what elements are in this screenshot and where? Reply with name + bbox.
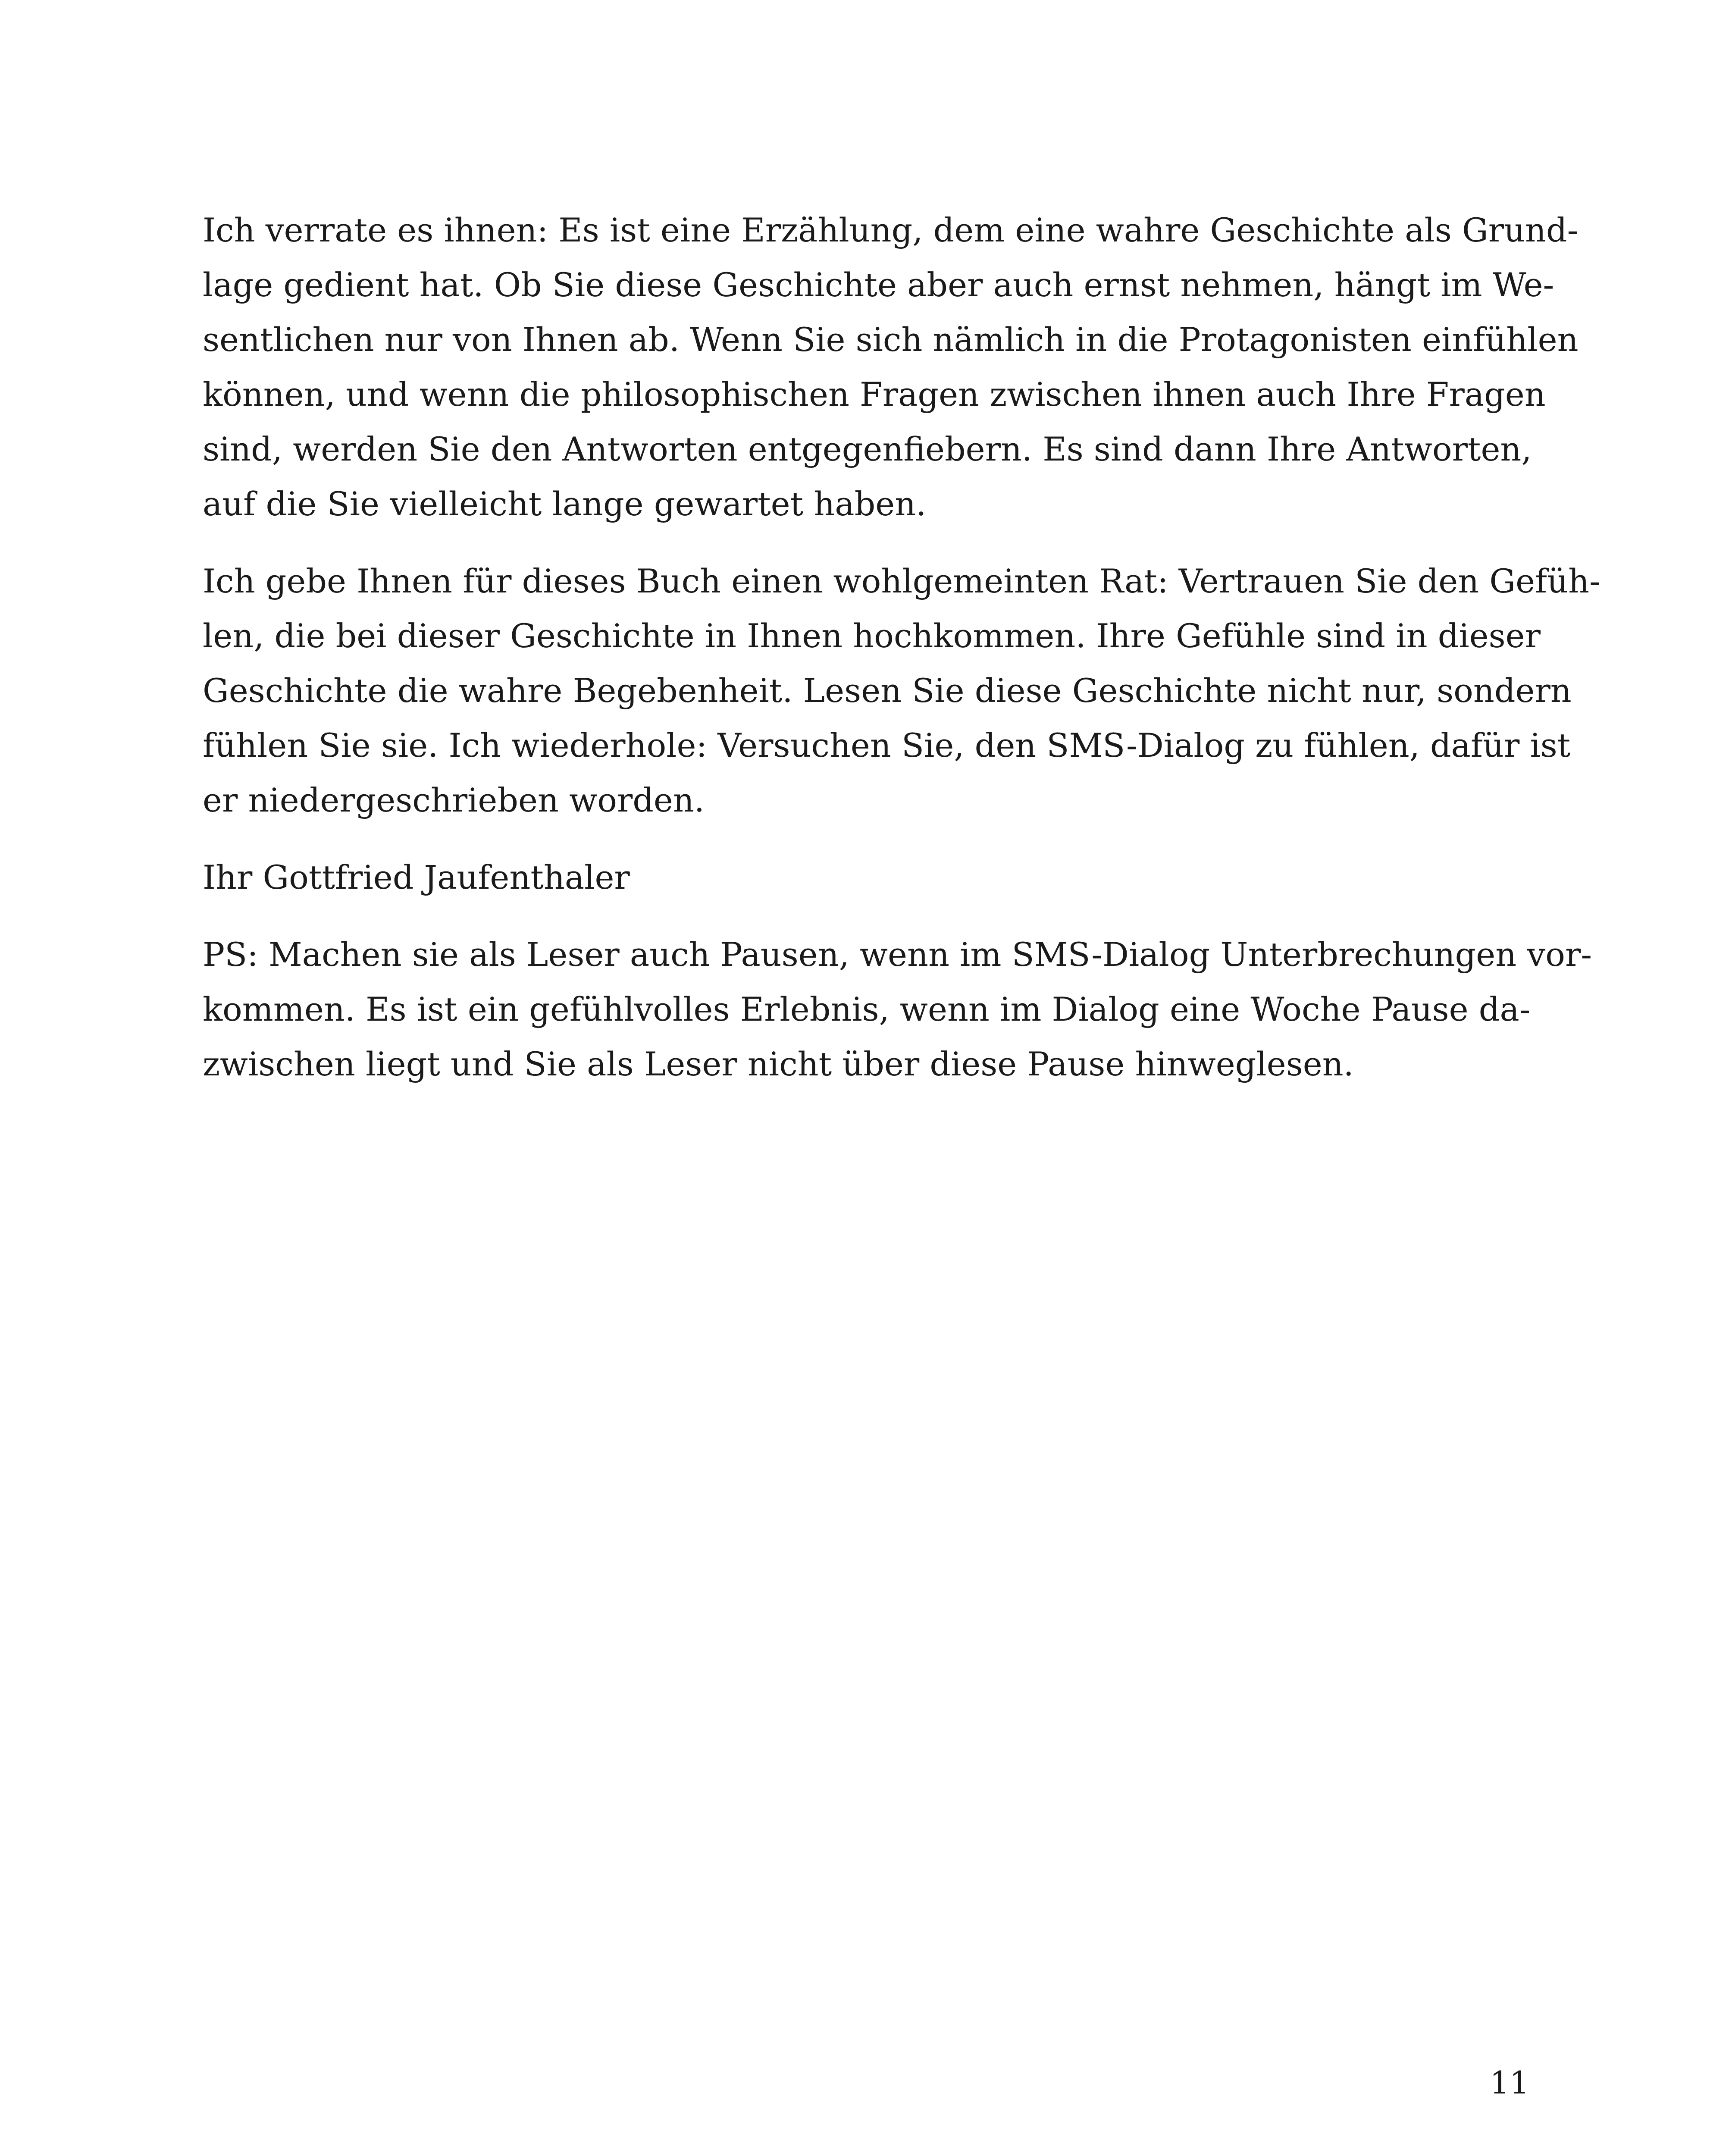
text-line: können, und wenn die philosophischen Fragen zwischen ihnen auch Ihre Fragen — [203, 375, 1546, 414]
paragraph-advice — [203, 554, 1600, 827]
text-line: kommen. Es ist ein gefühlvolles Erlebnis, wenn im Dialog eine Woche Pause da- — [203, 990, 1531, 1028]
text-line: er niedergeschrieben worden. — [203, 781, 705, 819]
text-line: Ich gebe Ihnen für dieses Buch einen wohlgemeinten Rat: Vertrauen Sie den Gefüh- — [203, 562, 1600, 600]
text-line: lage gedient hat. Ob Sie diese Geschichte aber auch ernst nehmen, hängt im We- — [203, 266, 1554, 304]
paragraph-intro — [203, 203, 1579, 531]
page-number: 11 — [1490, 2065, 1529, 2101]
text-line: fühlen Sie sie. Ich wiederhole: Versuchen Sie, den SMS-Dialog zu fühlen, dafür ist — [203, 726, 1571, 765]
text-line: Geschichte die wahre Begebenheit. Lesen Sie diese Geschichte nicht nur, sondern — [203, 671, 1572, 710]
paragraph-postscript — [203, 927, 1592, 1091]
text-line: auf die Sie vielleicht lange gewartet haben. — [203, 485, 927, 523]
text-line: zwischen liegt und Sie als Leser nicht über diese Pause hinweglesen. — [203, 1045, 1354, 1083]
signature — [203, 850, 1530, 905]
text-line: len, die bei dieser Geschichte in Ihnen hochkommen. Ihre Gefühle sind in dieser — [203, 617, 1541, 655]
body-text — [203, 203, 1600, 1091]
signature-line: Ihr Gottfried Jaufenthaler — [203, 858, 630, 896]
text-line: sind, werden Sie den Antworten entgegenfiebern. Es sind dann Ihre Antworten, — [203, 430, 1532, 468]
text-line: Ich verrate es ihnen: Es ist eine Erzählung, dem eine wahre Geschichte als Grund- — [203, 211, 1579, 249]
text-line: sentlichen nur von Ihnen ab. Wenn Sie sich nämlich in die Protagonisten einfühlen — [203, 320, 1579, 359]
text-line: PS: Machen sie als Leser auch Pausen, wenn im SMS-Dialog Unterbrechungen vor- — [203, 935, 1592, 974]
